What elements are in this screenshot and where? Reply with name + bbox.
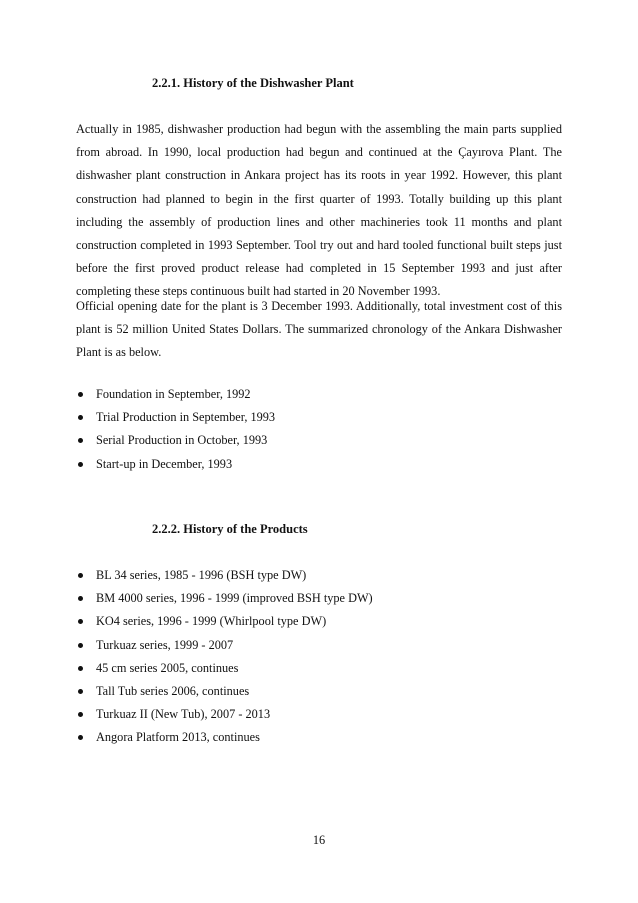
list-item-text: Foundation in September, 1992 xyxy=(96,387,251,401)
bullet-icon xyxy=(78,596,83,601)
list-item-text: Turkuaz II (New Tub), 2007 - 2013 xyxy=(96,707,271,722)
paragraph-opening-investment: Official opening date for the plant is 3 December 1993. Additionally, total investment cost of this plant is 52 million United States Dollars. The summarized chronology of the Ankara Dishwasher Plant is as below. xyxy=(76,299,562,360)
bullet-icon xyxy=(78,573,83,578)
list-item xyxy=(76,610,373,633)
list-item-text: BL 34 series, 1985 - 1996 (BSH type DW) xyxy=(96,568,307,582)
list-item xyxy=(76,634,373,657)
list-item xyxy=(76,429,275,452)
list-item-text: 45 cm series 2005, continues xyxy=(96,660,239,675)
list-item xyxy=(76,453,275,476)
list-item-text: Angora Platform 2013, continues xyxy=(96,730,260,745)
list-item xyxy=(76,587,373,610)
list-item xyxy=(76,406,275,429)
section-heading-products: 2.2.2. History of the Products xyxy=(152,522,308,536)
list-item-text: KO4 series, 1996 - 1999 (Whirlpool type DW) xyxy=(96,614,327,629)
plant-chronology-list xyxy=(76,383,275,476)
bullet-icon xyxy=(78,392,83,397)
list-item xyxy=(76,383,275,406)
list-item-text: BM 4000 series, 1996 - 1999 (improved BSH type DW) xyxy=(96,591,373,606)
product-history-list xyxy=(76,564,373,750)
bullet-icon xyxy=(78,712,83,717)
bullet-icon xyxy=(78,462,83,467)
list-item xyxy=(76,703,373,726)
bullet-icon xyxy=(78,619,83,624)
list-item-text: Start-up in December, 1993 xyxy=(96,456,233,471)
bullet-icon xyxy=(78,689,83,694)
bullet-icon xyxy=(78,415,83,420)
list-item xyxy=(76,657,373,680)
list-item-text: Trial Production in September, 1993 xyxy=(96,410,276,425)
page-number: 16 xyxy=(312,833,326,847)
list-item-text: Serial Production in October, 1993 xyxy=(96,433,268,448)
paragraph-plant-history: Actually in 1985, dishwasher production had begun with the assembling the main parts supplied from abroad. In 1990, local production had begun and continued at the Çayırova Plant. The dishwasher plant construction in Ankara project has its roots in year 1992. However, this plant construction had planned to begin in the first quarter of 1993. Totally building up this plant including the assembly of production lines and other machineries took 11 months and plant construction completed in 1993 September. Tool try out and hard tooled functional built steps just before the first proved product release had completed in 15 September 1993 and just after completing these steps continuous built had started in 20 November 1993. xyxy=(76,122,562,299)
bullet-icon xyxy=(78,735,83,740)
section-heading-dishwasher-plant: 2.2.1. History of the Dishwasher Plant xyxy=(152,76,354,90)
list-item-text: Tall Tub series 2006, continues xyxy=(96,684,250,699)
bullet-icon xyxy=(78,643,83,648)
list-item-text: Turkuaz series, 1999 - 2007 xyxy=(96,637,234,652)
list-item xyxy=(76,726,373,749)
list-item xyxy=(76,564,373,587)
list-item xyxy=(76,680,373,703)
bullet-icon xyxy=(78,666,83,671)
bullet-icon xyxy=(78,438,83,443)
